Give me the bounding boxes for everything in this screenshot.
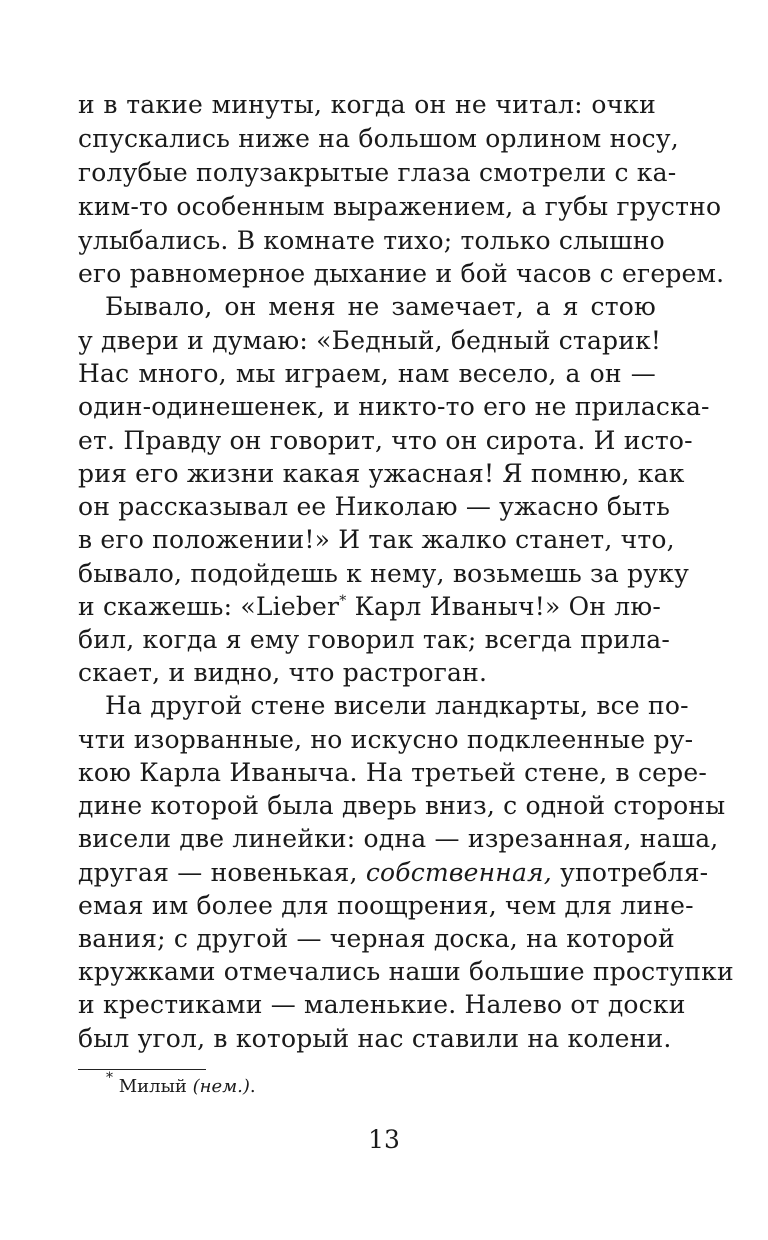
footnote-marker: *	[106, 1070, 113, 1086]
text-line: один-одинешенек, и никто-то его не приласка-	[78, 392, 710, 421]
text-line: был угол, в который нас ставили на колени.	[78, 1024, 672, 1053]
text-line: у двери и думаю: «Бедный, бедный старик!	[78, 326, 662, 355]
footnote	[106, 1070, 256, 1100]
text-line: чти изорванные, но искусно подклеенные ру-	[78, 725, 694, 754]
paragraph-first-line: На другой стене висели ландкарты, все по-	[105, 691, 689, 720]
italic-word: собственная,	[365, 858, 552, 887]
text-line: кою Карла Иваныча. На третьей стене, в сере-	[78, 758, 708, 787]
text-line: висели две линейки: одна — изрезанная, наша,	[78, 824, 719, 853]
page-number: 13	[368, 1125, 400, 1154]
text-line: голубые полузакрытые глаза смотрели с ка-	[78, 158, 677, 187]
footnote-note: (нем.)	[192, 1076, 250, 1097]
text-segment: другая — новенькая,	[78, 858, 358, 887]
footnote-text: Милый	[118, 1076, 187, 1097]
text-segment: употребля-	[560, 858, 709, 887]
text-line: его равномерное дыхание и бой часов с егерем.	[78, 259, 725, 288]
text-line: ет. Правду он говорит, что он сирота. И исто-	[78, 426, 693, 455]
text-line: в его положении!» И так жалко станет, что,	[78, 525, 675, 554]
text-line-with-footnote	[78, 590, 662, 624]
text-line: улыбались. В комнате тихо; только слышно	[78, 226, 665, 255]
footnote-end: .	[249, 1076, 256, 1097]
text-line: бывало, подойдешь к нему, возьмешь за руку	[78, 559, 689, 588]
text-segment: Карл Иваныч!» Он лю-	[354, 592, 662, 621]
text-line: и крестиками — маленькие. Налево от доски	[78, 990, 686, 1019]
text-line: вания; с другой — черная доска, на которой	[78, 924, 675, 953]
footnote-divider	[78, 1069, 206, 1070]
text-line: емая им более для поощрения, чем для лине-	[78, 891, 694, 920]
text-line: дине которой была дверь вниз, с одной стороны	[78, 791, 726, 820]
footnote-reference: *	[339, 593, 347, 609]
text-line: бил, когда я ему говорил так; всегда прила-	[78, 625, 670, 654]
text-line: скает, и видно, что растроган.	[78, 658, 488, 687]
text-line: спускались ниже на большом орлином носу,	[78, 124, 679, 153]
text-line: и в такие минуты, когда он не читал: очки	[78, 90, 656, 119]
text-line: Нас много, мы играем, нам весело, а он —	[78, 359, 656, 388]
text-line: ким-то особенным выражением, а губы грустно	[78, 192, 722, 221]
paragraph-first-line: Бывало, он меня не замечает, а я стою	[105, 292, 656, 321]
text-line: кружками отмечались наши большие проступки	[78, 957, 734, 986]
text-segment: и скажешь: «Lieber	[78, 592, 340, 621]
text-line: он рассказывал ее Николаю — ужасно быть	[78, 492, 671, 521]
text-line-with-italic	[78, 856, 709, 890]
text-line: рия его жизни какая ужасная! Я помню, как	[78, 459, 685, 488]
